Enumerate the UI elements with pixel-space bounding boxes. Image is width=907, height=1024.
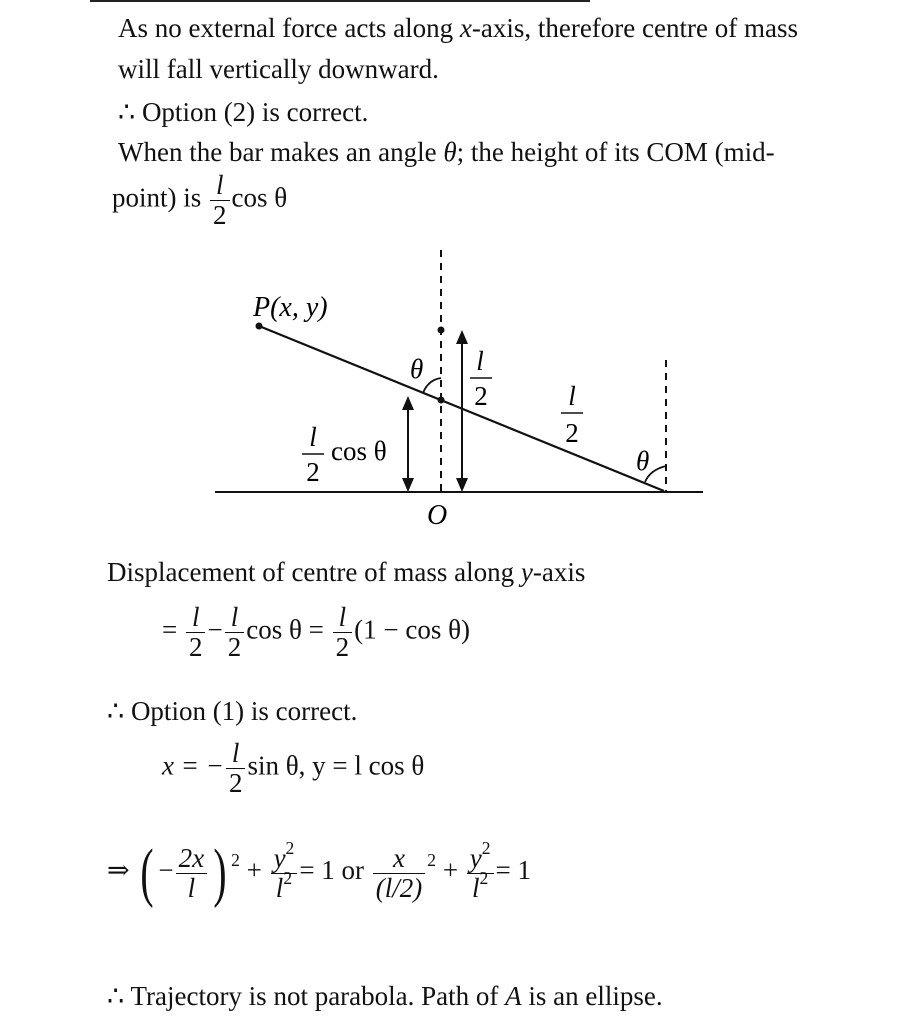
plus-sign: + bbox=[442, 855, 459, 886]
therefore-symbol: ∴ bbox=[107, 981, 125, 1011]
fraction-numerator: l bbox=[191, 602, 200, 632]
implies-arrow: ⇒ bbox=[107, 855, 130, 886]
half2-label-num: l bbox=[568, 381, 576, 411]
text-line-2: will fall vertically downward. bbox=[118, 54, 439, 84]
half-label-num: l bbox=[476, 346, 484, 376]
fraction bbox=[225, 604, 245, 661]
fraction bbox=[226, 740, 246, 797]
text-segment: point) is bbox=[112, 182, 209, 213]
text-line-7 bbox=[107, 695, 357, 729]
therefore-symbol: ∴ bbox=[118, 97, 136, 127]
text-segment: -axis bbox=[532, 557, 586, 587]
exponent: 2 bbox=[285, 837, 295, 858]
text-segment: Displacement of centre of mass along bbox=[107, 557, 521, 587]
fraction-numerator: l bbox=[338, 602, 347, 632]
minus-sign: − bbox=[158, 855, 174, 886]
fraction-numerator: 2x bbox=[178, 842, 205, 873]
equation-ellipse bbox=[107, 836, 532, 909]
theta-label-top: θ bbox=[410, 354, 424, 384]
height-label-num: l bbox=[309, 422, 317, 452]
arrow-head-up bbox=[402, 396, 414, 410]
origin-label: O bbox=[427, 500, 448, 531]
text-segment: cos θ bbox=[231, 182, 288, 213]
fraction-denominator: l bbox=[187, 872, 196, 903]
text-segment: Trajectory is not parabola. Path of bbox=[130, 981, 506, 1011]
height-label-den: 2 bbox=[306, 457, 320, 487]
fraction bbox=[176, 842, 207, 903]
com-point bbox=[438, 397, 445, 404]
exponent: 2 bbox=[427, 850, 437, 871]
exponent: 2 bbox=[283, 867, 293, 888]
text-segment: is an ellipse. bbox=[521, 981, 663, 1011]
text-segment: -axis, therefore centre of mass bbox=[471, 13, 798, 43]
arrow-head-down bbox=[456, 478, 468, 492]
equals-sign: = bbox=[162, 614, 178, 645]
fraction bbox=[186, 604, 206, 661]
fraction bbox=[333, 604, 353, 661]
left-paren: ( bbox=[140, 836, 154, 909]
fraction-denominator: 2 bbox=[335, 632, 350, 662]
variable-l: l bbox=[275, 872, 284, 903]
plus-sign: + bbox=[246, 855, 262, 886]
point-p bbox=[256, 323, 263, 330]
text-segment: As no external force acts along bbox=[118, 13, 460, 43]
half-label-den: 2 bbox=[474, 381, 488, 411]
variable-y: y bbox=[273, 842, 286, 873]
fraction-denominator: (l/2) bbox=[375, 872, 423, 903]
fraction-denominator: 2 bbox=[188, 632, 203, 662]
variable-theta: θ bbox=[443, 137, 457, 167]
exponent: 2 bbox=[479, 867, 489, 888]
text-line-6 bbox=[107, 556, 585, 590]
text-line-8 bbox=[107, 980, 663, 1014]
theta-label-right: θ bbox=[636, 446, 650, 476]
fraction bbox=[271, 837, 298, 903]
height-label-cos: cos θ bbox=[331, 436, 387, 466]
option-statement: Option (1) is correct. bbox=[130, 696, 358, 726]
equals-one: = 1 bbox=[495, 855, 532, 886]
text-segment: cos θ = bbox=[246, 614, 324, 645]
fraction-numerator: l bbox=[231, 738, 240, 768]
point-label: P(x, y) bbox=[253, 292, 328, 323]
therefore-symbol: ∴ bbox=[107, 696, 125, 726]
fraction-denominator bbox=[271, 867, 298, 903]
fraction-numerator: l bbox=[230, 602, 239, 632]
or-word: or bbox=[341, 855, 365, 886]
variable-a: A bbox=[505, 981, 522, 1011]
fraction-denominator: 2 bbox=[227, 632, 242, 662]
arrow-head-down bbox=[402, 478, 414, 492]
equation-parametric bbox=[162, 740, 424, 797]
variable-y: y bbox=[469, 842, 482, 873]
arrow-head-up bbox=[456, 330, 468, 344]
top-axis-point bbox=[438, 327, 445, 334]
fraction-numerator: l bbox=[216, 170, 224, 200]
equals-one: = 1 bbox=[299, 855, 335, 886]
text-segment: ; the height of its COM (mid- bbox=[456, 137, 775, 167]
text-segment: When the bar makes an angle bbox=[118, 137, 444, 167]
exponent: 2 bbox=[231, 850, 240, 871]
fraction-numerator: x bbox=[393, 842, 406, 873]
fraction-denominator: 2 bbox=[228, 768, 243, 798]
text-segment: x = − bbox=[162, 750, 224, 781]
text-segment: sin θ, y = l cos θ bbox=[247, 750, 425, 781]
variable-l: l bbox=[472, 872, 480, 903]
fraction-denominator bbox=[467, 867, 494, 903]
minus-sign: − bbox=[207, 614, 223, 645]
text-segment: (1 − cos θ) bbox=[354, 614, 471, 645]
right-paren: ) bbox=[213, 836, 227, 909]
option-statement: Option (2) is correct. bbox=[141, 97, 369, 127]
fraction-denominator: 2 bbox=[213, 200, 227, 230]
variable-y: y bbox=[520, 557, 533, 587]
equation-displacement bbox=[162, 604, 470, 661]
variable-x: x bbox=[459, 13, 472, 43]
exponent: 2 bbox=[481, 837, 491, 858]
angle-arc-top bbox=[423, 378, 441, 393]
fraction bbox=[467, 837, 494, 903]
half2-label-den: 2 bbox=[565, 418, 579, 448]
fraction bbox=[373, 842, 426, 903]
